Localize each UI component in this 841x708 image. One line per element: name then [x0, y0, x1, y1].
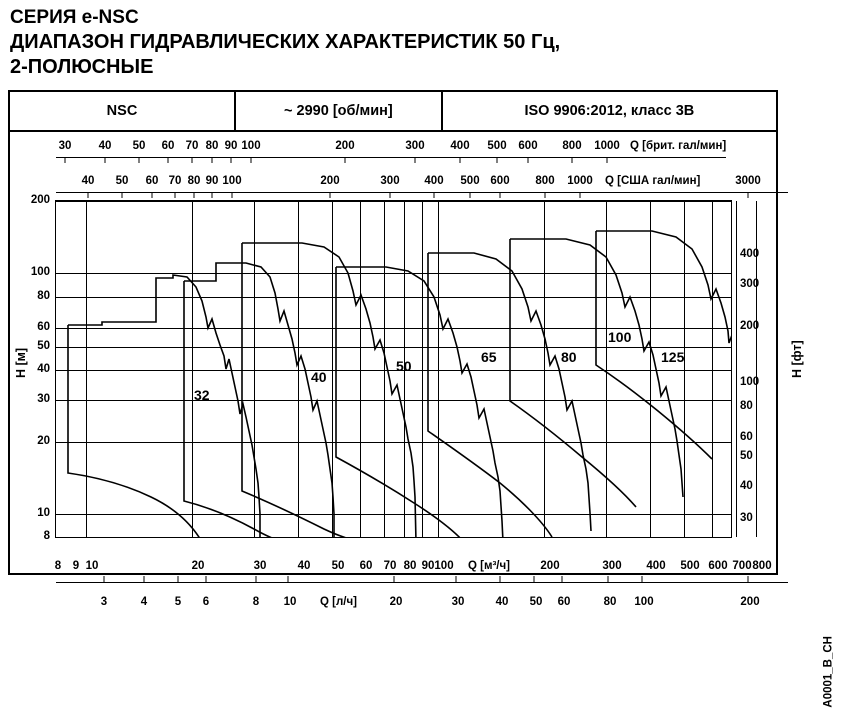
gridline-x-700 [736, 201, 737, 537]
gridline-x-70 [384, 201, 385, 537]
gridline-x-200 [544, 201, 545, 537]
curve-label-80: 80 [561, 349, 577, 365]
gridline-x-40 [298, 201, 299, 537]
gridline-y-8 [56, 537, 731, 538]
axis-top-us-ticks-marks [56, 192, 790, 198]
ytick-50: 50 [37, 340, 50, 352]
gridline-x-100 [438, 201, 439, 537]
gridline-y-20 [56, 442, 731, 443]
ytick-10: 10 [37, 507, 50, 519]
curve-label-125: 125 [661, 349, 685, 365]
gridline-y-30 [56, 400, 731, 401]
gridline-x-30 [254, 201, 255, 537]
ytick-20: 20 [37, 435, 50, 447]
ytick-r-50: 50 [740, 450, 753, 462]
axis-bottom-lh-line [56, 582, 788, 583]
performance-curves [56, 201, 731, 537]
axis-bottom-lh-ticks-marks [56, 576, 790, 582]
curve-label-65: 65 [481, 349, 497, 365]
gridline-x-400 [650, 201, 651, 537]
gridline-x-60 [360, 201, 361, 537]
gridline-x-300 [606, 201, 607, 537]
axis-left-title: H [м] [14, 347, 28, 378]
ytick-r-100: 100 [740, 376, 760, 388]
axis-top-brit-ticks-marks [56, 157, 728, 163]
axis-bottom-lh-ticks: 3 4 5 6 8 10 20 30 40 50 60 80 100 200 Q [л/ч] [100, 596, 760, 608]
gridline-x-90 [422, 201, 423, 537]
gridline-y-100 [56, 273, 731, 274]
ytick-r-40: 40 [740, 480, 753, 492]
ytick-r-80: 80 [740, 400, 753, 412]
gridline-x-50 [332, 201, 333, 537]
title-sub: 2-ПОЛЮСНЫЕ [10, 56, 154, 78]
document-code: A0001_B_CH [823, 636, 835, 708]
gridline-x-10 [86, 201, 87, 537]
gridline-x-20 [192, 201, 193, 537]
axis-top-brit-ticks: 30 40 50 60 70 80 90 100 200 300 400 500 600 800 1000 Q [брит. гал/мин] [58, 140, 727, 152]
title-main: ДИАПАЗОН ГИДРАВЛИЧЕСКИХ ХАРАКТЕРИСТИК 50 Гц, [10, 31, 561, 53]
plot-area [55, 200, 732, 538]
gridline-y-200 [56, 201, 731, 202]
ytick-r-200: 200 [740, 320, 760, 332]
ytick-200: 200 [30, 194, 50, 206]
axis-bottom-m3h-title: Q [м³/ч] [468, 560, 511, 572]
gridline-x-500 [684, 201, 685, 537]
chart-header-row [10, 92, 776, 132]
curve-label-40: 40 [311, 369, 327, 385]
header-model: NSC [10, 92, 236, 130]
axis-bottom-m3h-ticks: 8 9 10 20 30 40 50 60 70 80 90 100 200 300 400 500 600 700 800 Q [м³/ч] [54, 560, 772, 572]
ytick-r-400: 400 [740, 248, 760, 260]
axis-top-us-title: Q [США гал/мин] [605, 175, 701, 187]
ytick-r-30: 30 [740, 512, 753, 524]
gridline-y-10 [56, 514, 731, 515]
gridline-x-600 [712, 201, 713, 537]
axis-right-title: H [фт] [790, 340, 804, 378]
curve-label-50: 50 [396, 358, 412, 374]
axis-top-us-ticks: 40 50 60 70 80 90 100 200 300 400 500 600 800 1000 3000 Q [США гал/мин] [81, 175, 761, 187]
gridline-y-40 [56, 370, 731, 371]
curve-label-100: 100 [608, 329, 632, 345]
curve-label-32: 32 [194, 387, 210, 403]
ytick-30: 30 [37, 393, 50, 405]
ytick-8: 8 [43, 530, 50, 542]
header-speed: ~ 2990 [об/мин] [236, 92, 443, 130]
ytick-r-300: 300 [740, 278, 760, 290]
ytick-r-60: 60 [740, 431, 753, 443]
title-series: СЕРИЯ e-NSC [10, 7, 139, 28]
page-title [10, 6, 810, 80]
ytick-100: 100 [30, 266, 50, 278]
ytick-80: 80 [37, 290, 50, 302]
gridline-y-80 [56, 297, 731, 298]
axis-top-brit-title: Q [брит. гал/мин] [630, 140, 727, 152]
ytick-40: 40 [37, 363, 50, 375]
ytick-60: 60 [37, 321, 50, 333]
header-standard: ISO 9906:2012, класс 3B [524, 103, 695, 119]
gridline-y-50 [56, 347, 731, 348]
axis-bottom-lh-title: Q [л/ч] [320, 596, 357, 608]
